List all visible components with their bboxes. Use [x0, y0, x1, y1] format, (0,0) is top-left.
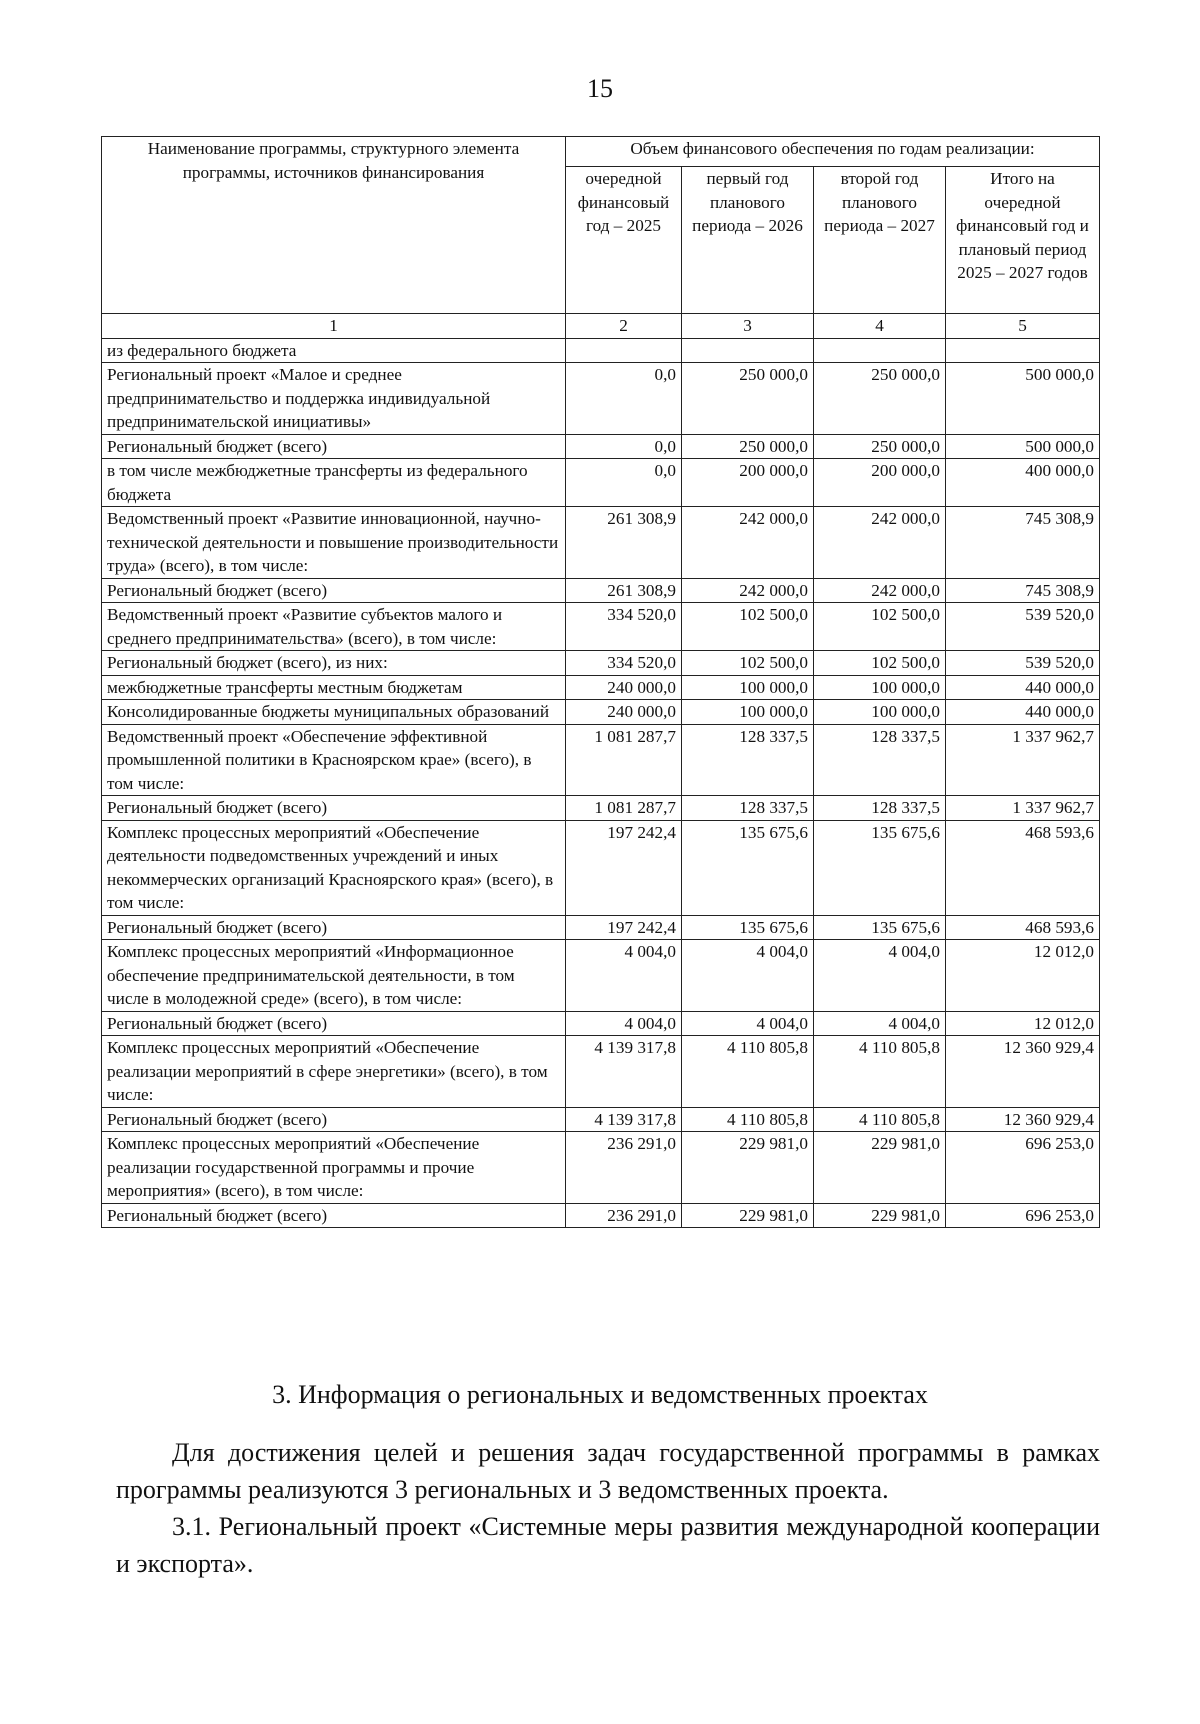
value-2026-cell: 229 981,0 [682, 1132, 814, 1204]
value-2026-cell: 250 000,0 [682, 434, 814, 459]
row-name-cell: Ведомственный проект «Обеспечение эффективной промышленной политики в Красноярском крае» (всего), в том числе: [102, 724, 566, 796]
row-name-cell: Консолидированные бюджеты муниципальных образований [102, 700, 566, 725]
row-name-cell: Региональный проект «Малое и среднее предпринимательство и поддержка индивидуальной предпринимательской инициативы» [102, 363, 566, 435]
row-name-cell: Региональный бюджет (всего) [102, 434, 566, 459]
value-2027-cell: 229 981,0 [814, 1132, 946, 1204]
value-2025-cell: 236 291,0 [566, 1132, 682, 1204]
row-name-cell: Региональный бюджет (всего), из них: [102, 651, 566, 676]
value-total-cell: 12 012,0 [946, 940, 1100, 1012]
value-2025-cell: 261 308,9 [566, 578, 682, 603]
subsection-paragraph: 3.1. Региональный проект «Системные меры развития международной кооперации и экспорта». [116, 1512, 1100, 1578]
table-row [102, 1107, 1100, 1132]
value-2025-cell: 4 004,0 [566, 1011, 682, 1036]
value-2026-cell: 242 000,0 [682, 578, 814, 603]
value-2027-cell: 229 981,0 [814, 1203, 946, 1228]
value-2026-cell: 200 000,0 [682, 459, 814, 507]
table-row [102, 724, 1100, 796]
value-2025-cell: 261 308,9 [566, 507, 682, 579]
value-total-cell: 468 593,6 [946, 820, 1100, 915]
value-2025-cell: 4 139 317,8 [566, 1107, 682, 1132]
value-2026-cell: 4 110 805,8 [682, 1107, 814, 1132]
table-row [102, 1011, 1100, 1036]
value-2026-cell: 135 675,6 [682, 820, 814, 915]
value-2026-cell: 242 000,0 [682, 507, 814, 579]
value-2025-cell: 0,0 [566, 459, 682, 507]
value-total-cell: 440 000,0 [946, 675, 1100, 700]
row-name-cell: Региональный бюджет (всего) [102, 796, 566, 821]
table-row [102, 338, 1100, 363]
table-header-group-row [102, 137, 1100, 167]
header-total: Итого на очередной финансовый год и плановый период 2025 – 2027 годов [946, 167, 1100, 314]
index-cell: 3 [682, 314, 814, 339]
value-2025-cell: 1 081 287,7 [566, 796, 682, 821]
value-2025-cell: 0,0 [566, 363, 682, 435]
value-2027-cell: 250 000,0 [814, 363, 946, 435]
index-cell: 1 [102, 314, 566, 339]
table-row [102, 796, 1100, 821]
value-2026-cell: 4 004,0 [682, 940, 814, 1012]
value-2026-cell: 4 004,0 [682, 1011, 814, 1036]
index-cell: 4 [814, 314, 946, 339]
table-row [102, 1203, 1100, 1228]
value-2025-cell: 4 139 317,8 [566, 1036, 682, 1108]
header-year-2027: второй год планового периода – 2027 [814, 167, 946, 314]
value-total-cell: 500 000,0 [946, 363, 1100, 435]
index-cell: 5 [946, 314, 1100, 339]
table-body [102, 338, 1100, 1228]
row-name-cell: Ведомственный проект «Развитие субъектов малого и среднего предпринимательства» (всего), в том числе: [102, 603, 566, 651]
row-name-cell: Комплекс процессных мероприятий «Обеспечение реализации государственной программы и прочие мероприятия» (всего), в том числе: [102, 1132, 566, 1204]
row-name-cell: Региональный бюджет (всего) [102, 915, 566, 940]
row-name-cell: Региональный бюджет (всего) [102, 1203, 566, 1228]
header-program-name: Наименование программы, структурного элемента программы, источников финансирования [102, 137, 566, 314]
value-2026-cell: 128 337,5 [682, 796, 814, 821]
value-2026-cell: 102 500,0 [682, 651, 814, 676]
value-total-cell: 539 520,0 [946, 651, 1100, 676]
value-2026-cell: 100 000,0 [682, 675, 814, 700]
value-2027-cell: 102 500,0 [814, 603, 946, 651]
value-2025-cell: 334 520,0 [566, 651, 682, 676]
index-cell: 2 [566, 314, 682, 339]
row-name-cell: Ведомственный проект «Развитие инновационной, научно-технической деятельности и повышение производительности труда» (всего), в том числе: [102, 507, 566, 579]
value-total-cell: 745 308,9 [946, 578, 1100, 603]
value-2025-cell: 236 291,0 [566, 1203, 682, 1228]
value-2026-cell: 128 337,5 [682, 724, 814, 796]
value-2027-cell: 4 004,0 [814, 1011, 946, 1036]
value-total-cell: 500 000,0 [946, 434, 1100, 459]
value-2027-cell: 100 000,0 [814, 700, 946, 725]
value-2026-cell: 4 110 805,8 [682, 1036, 814, 1108]
value-2026-cell: 102 500,0 [682, 603, 814, 651]
value-2027-cell: 128 337,5 [814, 724, 946, 796]
financing-table [101, 136, 1100, 1228]
table-row [102, 603, 1100, 651]
table-row [102, 915, 1100, 940]
value-2026-cell: 250 000,0 [682, 363, 814, 435]
row-name-cell: в том числе межбюджетные трансферты из федерального бюджета [102, 459, 566, 507]
value-2027-cell [814, 338, 946, 363]
section-paragraph: Для достижения целей и решения задач государственной программы в рамках программы реализуются 3 региональных и 3 ведомственных проекта. [116, 1438, 1100, 1504]
value-2027-cell: 4 110 805,8 [814, 1036, 946, 1108]
row-name-cell: Комплекс процессных мероприятий «Обеспечение деятельности подведомственных учреждений и иных некоммерческих организаций Красноярского края» (всего), в том числе: [102, 820, 566, 915]
section-heading: 3. Информация о региональных и ведомственных проектах [272, 1380, 928, 1409]
table-row [102, 1132, 1100, 1204]
value-total-cell [946, 338, 1100, 363]
table-row [102, 578, 1100, 603]
row-name-cell: Региональный бюджет (всего) [102, 1011, 566, 1036]
row-name-cell: Региональный бюджет (всего) [102, 1107, 566, 1132]
table-row [102, 940, 1100, 1012]
row-name-cell: Комплекс процессных мероприятий «Информационное обеспечение предпринимательской деятельности, в том числе в молодежной среде» (всего), в том числе: [102, 940, 566, 1012]
row-name-cell: Комплекс процессных мероприятий «Обеспечение реализации мероприятий в сфере энергетики» (всего), в том числе: [102, 1036, 566, 1108]
value-2025-cell: 0,0 [566, 434, 682, 459]
value-2025-cell [566, 338, 682, 363]
value-total-cell: 12 360 929,4 [946, 1036, 1100, 1108]
value-2026-cell: 229 981,0 [682, 1203, 814, 1228]
table-row [102, 363, 1100, 435]
value-total-cell: 745 308,9 [946, 507, 1100, 579]
header-financing-volume: Объем финансового обеспечения по годам реализации: [566, 137, 1100, 167]
value-2027-cell: 242 000,0 [814, 578, 946, 603]
value-2025-cell: 197 242,4 [566, 915, 682, 940]
table-row [102, 507, 1100, 579]
value-2025-cell: 1 081 287,7 [566, 724, 682, 796]
value-total-cell: 696 253,0 [946, 1132, 1100, 1204]
value-2025-cell: 240 000,0 [566, 700, 682, 725]
value-2025-cell: 197 242,4 [566, 820, 682, 915]
value-2027-cell: 102 500,0 [814, 651, 946, 676]
value-2026-cell [682, 338, 814, 363]
value-2025-cell: 4 004,0 [566, 940, 682, 1012]
value-2027-cell: 128 337,5 [814, 796, 946, 821]
row-name-cell: из федерального бюджета [102, 338, 566, 363]
header-year-2025: очередной финансовый год – 2025 [566, 167, 682, 314]
value-2027-cell: 100 000,0 [814, 675, 946, 700]
table-row [102, 459, 1100, 507]
value-2027-cell: 242 000,0 [814, 507, 946, 579]
value-2026-cell: 100 000,0 [682, 700, 814, 725]
value-2027-cell: 4 110 805,8 [814, 1107, 946, 1132]
value-total-cell: 539 520,0 [946, 603, 1100, 651]
header-year-2026: первый год планового периода – 2026 [682, 167, 814, 314]
value-total-cell: 1 337 962,7 [946, 796, 1100, 821]
value-total-cell: 1 337 962,7 [946, 724, 1100, 796]
row-name-cell: межбюджетные трансферты местным бюджетам [102, 675, 566, 700]
page-number: 15 [587, 74, 613, 103]
table-row [102, 434, 1100, 459]
table-row [102, 675, 1100, 700]
table-index-row [102, 314, 1100, 339]
value-2027-cell: 250 000,0 [814, 434, 946, 459]
value-2025-cell: 334 520,0 [566, 603, 682, 651]
value-2025-cell: 240 000,0 [566, 675, 682, 700]
table-row [102, 1036, 1100, 1108]
table-row [102, 820, 1100, 915]
value-total-cell: 440 000,0 [946, 700, 1100, 725]
table-row [102, 700, 1100, 725]
value-total-cell: 12 012,0 [946, 1011, 1100, 1036]
value-2027-cell: 135 675,6 [814, 820, 946, 915]
row-name-cell: Региональный бюджет (всего) [102, 578, 566, 603]
value-total-cell: 468 593,6 [946, 915, 1100, 940]
value-2027-cell: 4 004,0 [814, 940, 946, 1012]
value-2026-cell: 135 675,6 [682, 915, 814, 940]
value-2027-cell: 200 000,0 [814, 459, 946, 507]
value-2027-cell: 135 675,6 [814, 915, 946, 940]
value-total-cell: 12 360 929,4 [946, 1107, 1100, 1132]
value-total-cell: 696 253,0 [946, 1203, 1100, 1228]
value-total-cell: 400 000,0 [946, 459, 1100, 507]
table-row [102, 651, 1100, 676]
